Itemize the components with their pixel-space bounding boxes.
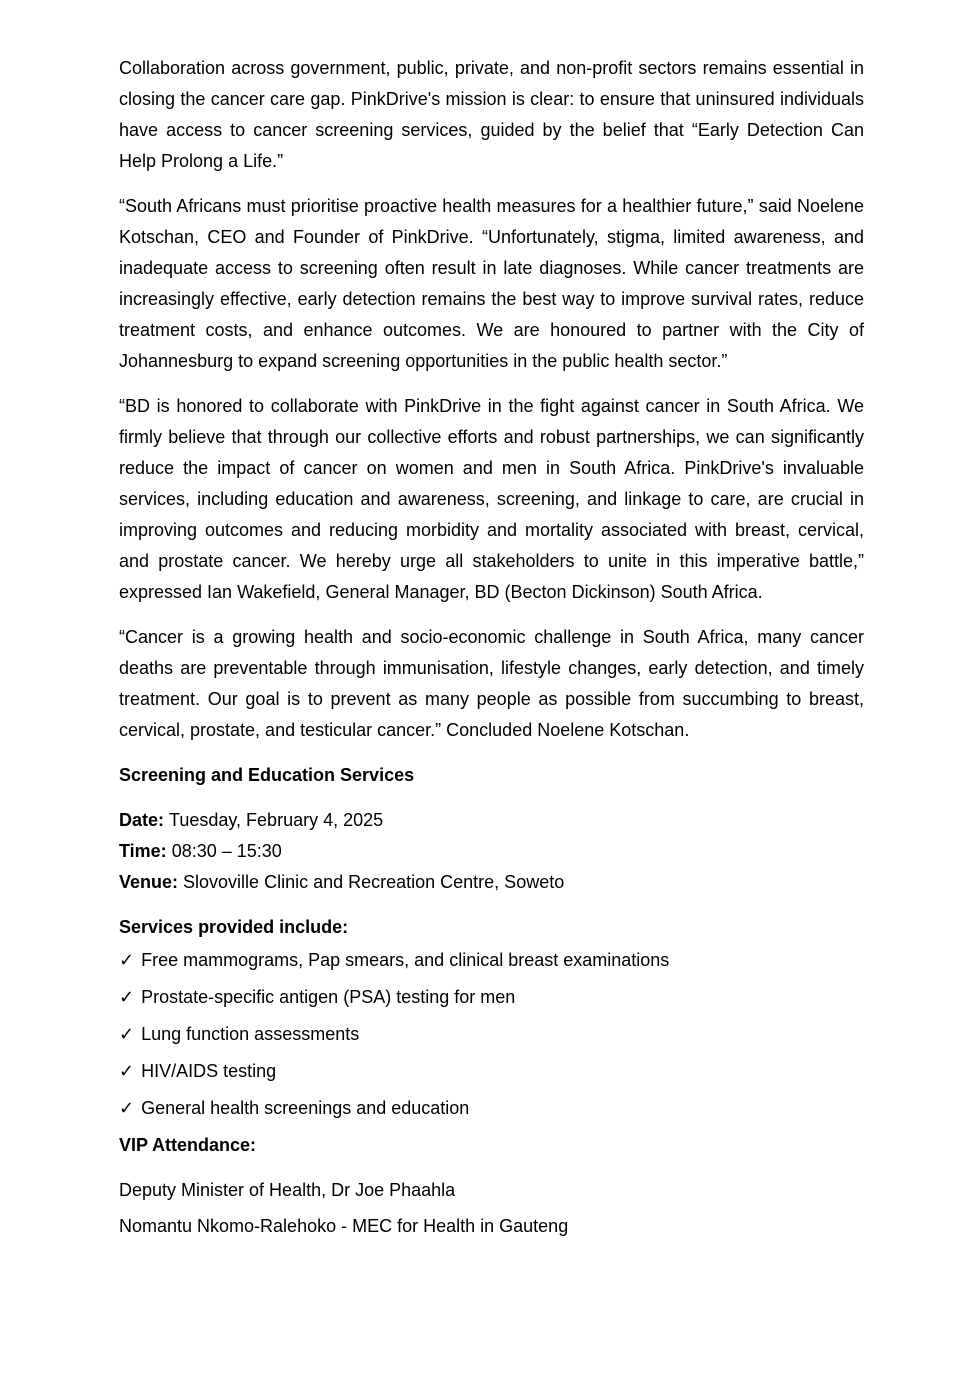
venue-label: Venue: <box>119 872 179 892</box>
check-icon: ✓ <box>119 1024 135 1044</box>
press-release-page <box>119 0 864 1242</box>
paragraph-cancer-challenge: “Cancer is a growing health and socio-economic challenge in South Africa, many cancer deaths are preventable through immunisation, lifestyle changes, early detection, and timely treatment. Our goal is to prevent as many people as possible from succumbing to breast, cervical, prostate, and testicular cancer.” Concluded Noelene Kotschan. <box>119 627 864 740</box>
service-item-general-health <box>119 1093 864 1124</box>
service-text: Lung function assessments <box>141 1024 360 1044</box>
service-text: HIV/AIDS testing <box>141 1061 277 1081</box>
service-item-lung-function <box>119 1019 864 1050</box>
paragraph-collaboration: Collaboration across government, public, private, and non-profit sectors remains essential in closing the cancer care gap. PinkDrive's mission is clear: to ensure that uninsured individuals have access to cancer screening services, guided by the belief that “Early Detection Can Help Prolong a Life.” <box>119 58 864 171</box>
service-text: Free mammograms, Pap smears, and clinical breast examinations <box>141 950 670 970</box>
check-icon: ✓ <box>119 1061 135 1081</box>
date-label: Date: <box>119 810 165 830</box>
vip-attendance-heading: VIP Attendance: <box>119 1135 257 1155</box>
date-value: Tuesday, February 4, 2025 <box>169 810 384 830</box>
check-icon: ✓ <box>119 950 135 970</box>
services-provided-heading: Services provided include: <box>119 917 349 937</box>
vip-name-joe-phaahla: Deputy Minister of Health, Dr Joe Phaahla <box>119 1180 456 1200</box>
service-text: General health screenings and education <box>141 1098 470 1118</box>
paragraph-bd-quote: “BD is honored to collaborate with PinkDrive in the fight against cancer in South Africa. We firmly believe that through our collective efforts and robust partnerships, we can significantly reduce the impact of cancer on women and men in South Africa. PinkDrive's invaluable services, including education and awareness, screening, and linkage to care, are crucial in improving outcomes and reducing morbidity and mortality associated with breast, cervical, and prostate cancer. We hereby urge all stakeholders to unite in this imperative battle,” expressed Ian Wakefield, General Manager, BD (Becton Dickinson) South Africa. <box>119 396 864 602</box>
event-date-line <box>119 805 864 836</box>
screening-services-heading: Screening and Education Services <box>119 765 415 785</box>
service-item-mammograms <box>119 945 864 976</box>
event-time-line <box>119 836 864 867</box>
service-item-hiv-aids <box>119 1056 864 1087</box>
vip-list <box>119 1175 864 1242</box>
time-label: Time: <box>119 841 167 861</box>
vip-name-nkomo-ralehoko: Nomantu Nkomo-Ralehoko - MEC for Health in Gauteng <box>119 1216 569 1236</box>
check-icon: ✓ <box>119 987 135 1007</box>
service-text: Prostate-specific antigen (PSA) testing for men <box>141 987 516 1007</box>
services-list <box>119 945 864 1124</box>
event-venue-line <box>119 867 864 898</box>
time-value: 08:30 – 15:30 <box>171 841 282 861</box>
venue-value: Slovoville Clinic and Recreation Centre, Soweto <box>183 872 565 892</box>
service-item-psa-testing <box>119 982 864 1013</box>
paragraph-noelene-kotschan-quote: “South Africans must prioritise proactive health measures for a healthier future,” said Noelene Kotschan, CEO and Founder of PinkDrive. “Unfortunately, stigma, limited awareness, and inadequate access to screening often result in late diagnoses. While cancer treatments are increasingly effective, early detection remains the best way to improve survival rates, reduce treatment costs, and enhance outcomes. We are honoured to partner with the City of Johannesburg to expand screening opportunities in the public health sector.” <box>119 196 864 371</box>
event-details <box>119 805 864 898</box>
check-icon: ✓ <box>119 1098 135 1118</box>
